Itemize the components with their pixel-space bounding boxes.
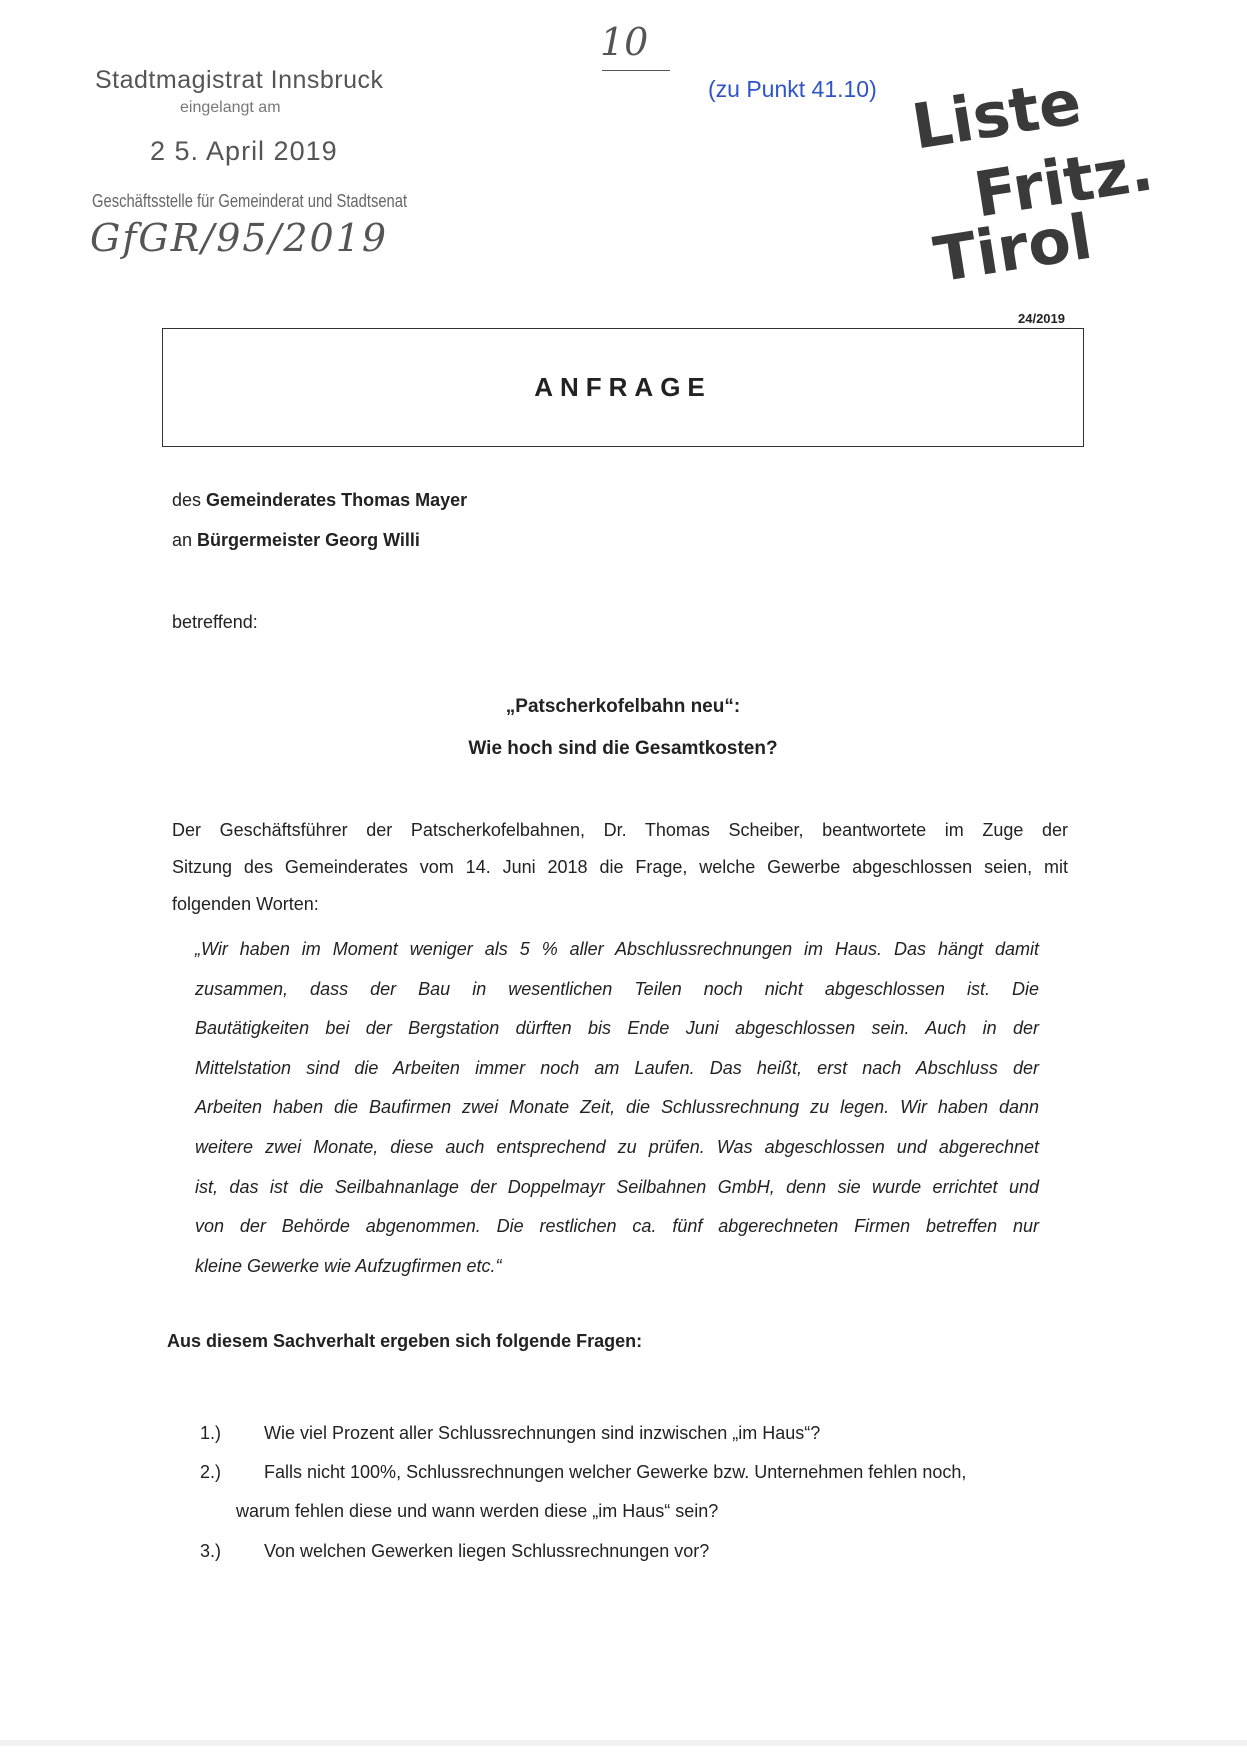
question-item	[200, 1541, 709, 1562]
question-number: 3.)	[200, 1541, 222, 1561]
questions-heading: Aus diesem Sachverhalt ergeben sich folgende Fragen:	[167, 1331, 643, 1351]
handwritten-underline	[602, 70, 670, 71]
agenda-reference: (zu Punkt 41.10)	[708, 76, 877, 102]
from-prefix: des	[172, 490, 202, 510]
logo-line-1: Liste	[907, 64, 1086, 164]
scan-edge	[0, 1740, 1247, 1746]
logo-line-3: Tirol	[929, 199, 1097, 297]
question-text: Wie viel Prozent aller Schlussrechnungen sind inzwischen „im Haus“?	[264, 1423, 821, 1443]
question-number: 1.)	[200, 1423, 222, 1443]
stamp-received-label: eingelangt am	[180, 99, 281, 116]
intro-line: folgenden Worten:	[172, 894, 319, 914]
quote-block	[195, 930, 1039, 1286]
stamp-office: Geschäftsstelle für Gemeinderat und Stadtsenat	[92, 191, 408, 211]
to-name: Bürgermeister Georg Willi	[197, 530, 420, 550]
intro-line: Sitzung des Gemeinderates vom 14. Juni 2018 die Frage, welche Gewerbe abgeschlossen seien, mit	[172, 857, 1068, 877]
to-prefix: an	[172, 530, 193, 550]
logo-line-2: Fritz.	[969, 131, 1158, 232]
question-item	[200, 1462, 966, 1483]
quote-line: Bautätigkeiten bei der Bergstation dürften bis Ende Juni abgeschlossen sein. Auch in der	[195, 1018, 1039, 1039]
party-logo	[905, 64, 1158, 297]
stamp-title: Stadtmagistrat Innsbruck	[95, 66, 384, 94]
subject-line-2: Wie hoch sind die Gesamtkosten?	[468, 738, 778, 759]
quote-line: Arbeiten haben die Baufirmen zwei Monate Zeit, die Schlussrechnung zu legen. Wir haben dann	[195, 1097, 1039, 1118]
from-name: Gemeinderates Thomas Mayer	[206, 490, 468, 510]
handwritten-page-number: 10	[600, 20, 649, 64]
stamp-date: 2 5. April 2019	[150, 136, 338, 166]
question-item	[200, 1423, 820, 1444]
subject-label: betreffend:	[172, 612, 258, 632]
quote-line: „Wir haben im Moment weniger als 5 % aller Abschlussrechnungen im Haus. Das hängt damit	[195, 939, 1039, 959]
intro-line: Der Geschäftsführer der Patscherkofelbahnen, Dr. Thomas Scheiber, beantwortete im Zuge der	[172, 820, 1068, 840]
from-line	[172, 490, 467, 511]
question-text: Falls nicht 100%, Schlussrechnungen welcher Gewerke bzw. Unternehmen fehlen noch,	[264, 1462, 967, 1482]
quote-line: kleine Gewerke wie Aufzugfirmen etc.“	[195, 1255, 502, 1276]
quote-line: von der Behörde abgenommen. Die restlichen ca. fünf abgerechneten Firmen betreffen nur	[195, 1216, 1039, 1237]
quote-line: ist, das ist die Seilbahnanlage der Doppelmayr Seilbahnen GmbH, denn sie wurde errichtet und	[195, 1176, 1039, 1197]
question-continuation: warum fehlen diese und wann werden diese „im Haus“ sein?	[236, 1501, 719, 1521]
question-text: Von welchen Gewerken liegen Schlussrechnungen vor?	[264, 1541, 710, 1561]
quote-line: weitere zwei Monate, diese auch entsprechend zu prüfen. Was abgeschlossen und abgerechnet	[195, 1136, 1039, 1157]
to-line	[172, 530, 420, 551]
question-number: 2.)	[200, 1462, 222, 1482]
intro-paragraph	[172, 812, 1068, 923]
quote-line: zusammen, dass der Bau in wesentlichen Teilen noch nicht abgeschlossen ist. Die	[195, 978, 1039, 999]
header-box	[162, 328, 1084, 447]
handwritten-reference: GfGR/95/2019	[90, 216, 389, 260]
header-title: ANFRAGE	[534, 372, 712, 402]
document-number: 24/2019	[1018, 311, 1065, 326]
subject-line-1: „Patscherkofelbahn neu“:	[505, 696, 741, 717]
quote-line: Mittelstation sind die Arbeiten immer noch am Laufen. Das heißt, erst nach Abschluss der	[195, 1057, 1039, 1078]
